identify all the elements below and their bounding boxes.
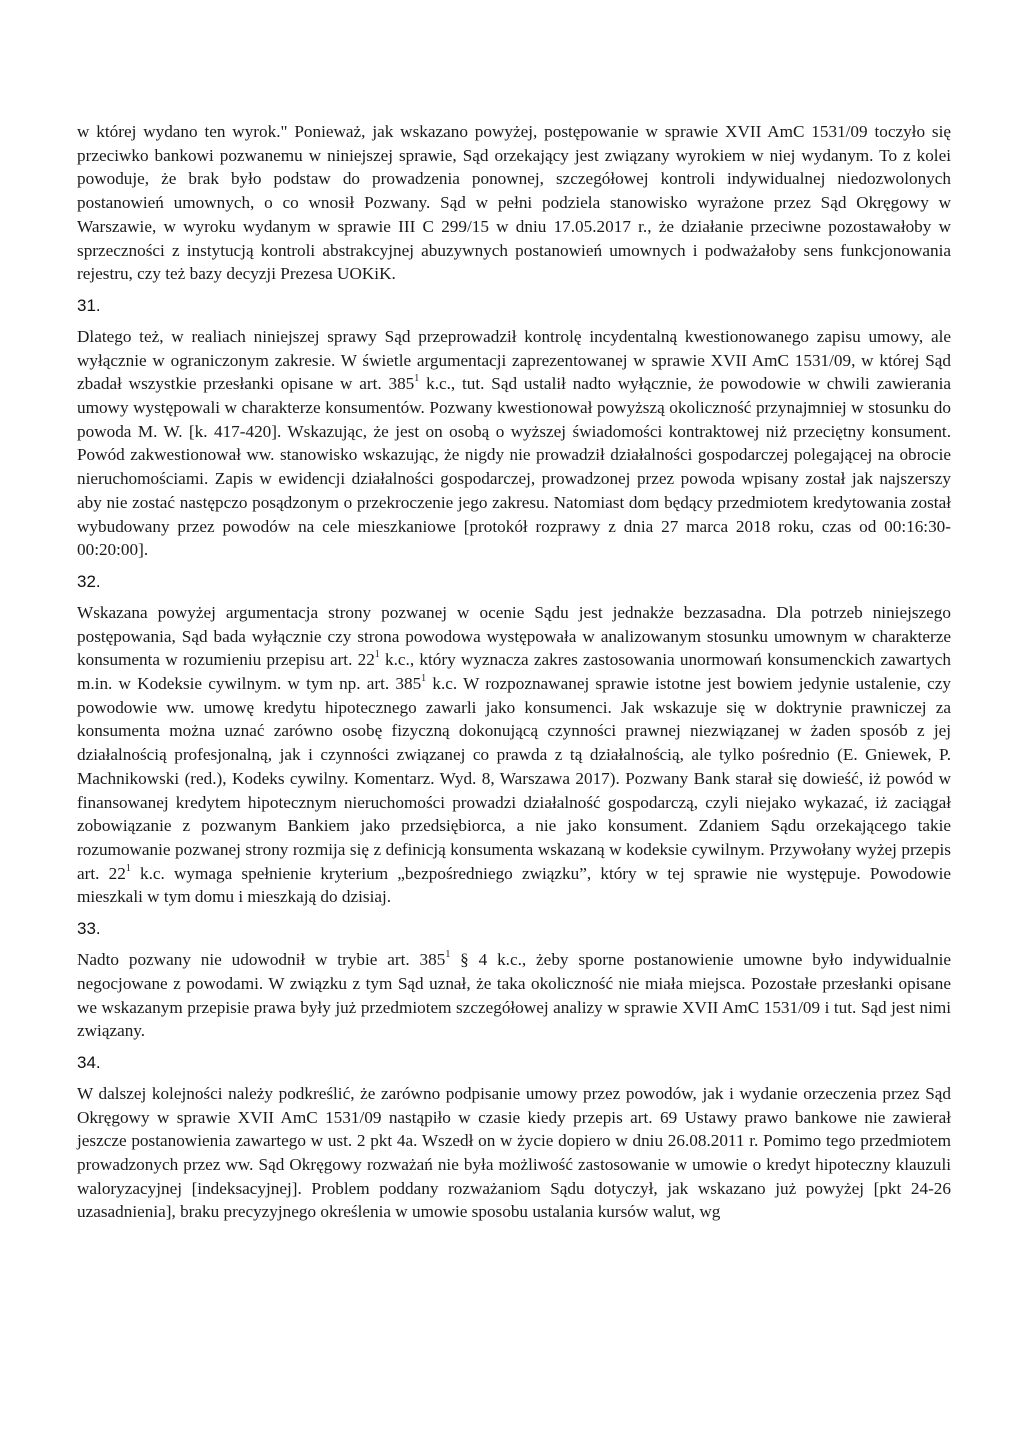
paragraph-number: 32. <box>77 571 101 591</box>
text-segment: w której wydano ten wyrok." Ponieważ, jak wskazano powyżej, postępowanie w sprawie XVII AmC 1531/09 toczyło się przeciwko bankowi pozwanemu w niniejszej sprawie, Sąd orzekający jest związany wyrokiem w niej wydanym. To z kolei powoduje, że brak było podstaw do prowadzenia ponownej, szczegółowej kontroli indywidualnej niedozwolonych postanowień umownych, o co wnosił Pozwany. Sąd w pełni podziela stanowisko wyrażone przez Sąd Okręgowy w Warszawie, w wyroku wydanym w sprawie III C 299/15 w dniu 17.05.2017 r., że działanie przeciwne pozostawałoby w sprzeczności z instytucją kontroli abstrakcyjnej abuzywnych postanowień umownych i podważałoby sens funkcjonowania rejestru, czy też bazy decyzji Prezesa UOKiK. <box>77 122 951 284</box>
text-segment: Nadto pozwany nie udowodnił w trybie art. 385 <box>77 950 446 970</box>
paragraph-number: 33. <box>77 919 101 939</box>
text-segment: k.c. W rozpoznawanej sprawie istotne jest bowiem jedynie ustalenie, czy powodowie ww. umowę kredytu hipotecznego zawarli jako konsumenci. Jak wskazuje się w doktrynie prawniczej za konsumenta można uznać zarówno osobę fizyczną dokonującą czynności prawnej niezwiązanej w żaden sposób z jej działalnością profesjonalną, jak i czynności związanej co prawda z tą działalnością, ale tylko pośrednio (E. Gniewek, P. Machnikowski (red.), Kodeks cywilny. Komentarz. Wyd. 8, Warszawa 2017). Pozwany Bank starał się dowieść, iż powód w finansowanej kredytem hipotecznym nieruchomości prowadzi działalność gospodarczą, czyli niejako wykazać, iż zaciągał zobowiązanie z pozwanym Bankiem jako przedsiębiorca, a nie jako konsument. Zdaniem Sądu orzekającego takie rozumowanie pozwanej strony rozmija się z definicją konsumenta wskazaną w kodeksie cywilnym. Przywołany wyżej przepis art. 22 <box>77 674 951 883</box>
superscript: 1 <box>445 949 451 961</box>
text-segment: W dalszej kolejności należy podkreślić, że zarówno podpisanie umowy przez powodów, jak i wydanie orzeczenia przez Sąd Okręgowy w sprawie XVII AmC 1531/09 nastąpiło w czasie kiedy przepis art. 69 Ustawy prawo bankowe nie zawierał jeszcze postanowienia zawartego w ust. 2 pkt 4a. Wszedł on w życie dopiero w dniu 26.08.2011 r. Pomimo tego przedmiotem prowadzonych przez ww. Sąd Okręgowy rozważań nie była możliwość zastosowanie w umowie o kredyt hipoteczny klauzuli waloryzacyjnej [indeksacyjnej]. Problem poddany rozważaniom Sądu dotyczył, jak wskazano już powyżej [pkt 24-26 uzasadnienia], braku precyzyjnego określenia w umowie sposobu ustalania kursów walut, wg <box>77 1083 951 1222</box>
superscript: 1 <box>421 673 427 685</box>
text-segment: Dlatego też, w realiach niniejszej sprawy Sąd przeprowadził kontrolę incydentalną kwestionowanego zapisu umowy, ale wyłącznie w ograniczonym zakresie. W świetle argumentacji zaprezentowanej w sprawie XVII AmC 1531/09, w której Sąd zbadał wszystkie przesłanki opisane w art. 385 <box>77 326 951 394</box>
body-paragraph <box>77 1082 951 1224</box>
paragraph-number: 31. <box>77 295 101 315</box>
body-paragraph <box>77 948 951 1043</box>
text-segment: k.c. wymaga spełnienie kryterium „bezpośredniego związku”, który w tej sprawie nie występuje. Powodowie mieszkali w tym domu i mieszkają do dzisiaj. <box>77 863 951 907</box>
body-paragraph <box>77 325 951 562</box>
document-page <box>77 120 951 1224</box>
body-paragraph <box>77 120 951 286</box>
superscript: 1 <box>374 649 380 661</box>
text-segment: k.c., tut. Sąd ustalił nadto wyłącznie, że powodowie w chwili zawierania umowy występowali w charakterze konsumentów. Pozwany kwestionował powyższą okoliczność przynajmniej w stosunku do powoda M. W. [k. 417-420]. Wskazując, że jest on osobą o wyższej świadomości kontraktowej niż przeciętny konsument. Powód zakwestionował ww. stanowisko wskazując, że nigdy nie prowadził działalności gospodarczej polegającej na obrocie nieruchomościami. Zapis w ewidencji działalności gospodarczej, prowadzonej przez powoda wpisany został jak najszerszy aby nie zostać następczo posądzonym o przekroczenie jego zakresu. Natomiast dom będący przedmiotem kredytowania został wybudowany przez powodów na cele mieszkaniowe [protokół rozprawy z dnia 27 marca 2018 roku, czas od 00:16:30-00:20:00]. <box>77 374 951 560</box>
text-segment: Wskazana powyżej argumentacja strony pozwanej w ocenie Sądu jest jednakże bezzasadna. Dla potrzeb niniejszego postępowania, Sąd bada wyłącznie czy strona powodowa występowała w analizowanym stosunku umownym w charakterze konsumenta w rozumieniu przepisu art. 22 <box>77 602 951 670</box>
superscript: 1 <box>414 373 420 385</box>
superscript: 1 <box>125 862 131 874</box>
text-segment: § 4 k.c., żeby sporne postanowienie umowne było indywidualnie negocjowane z powodami. W związku z tym Sąd uznał, że taka okoliczność nie miała miejsca. Pozostałe przesłanki opisane we wskazanym przepisie prawa były już przedmiotem szczegółowej analizy w sprawie XVII AmC 1531/09 i tut. Sąd jest nimi związany. <box>77 950 951 1041</box>
text-segment: k.c., który wyznacza zakres zastosowania unormowań konsumenckich zawartych m.in. w Kodeksie cywilnym. w tym np. art. 385 <box>77 650 951 694</box>
paragraph-number: 34. <box>77 1052 101 1072</box>
body-paragraph <box>77 601 951 909</box>
